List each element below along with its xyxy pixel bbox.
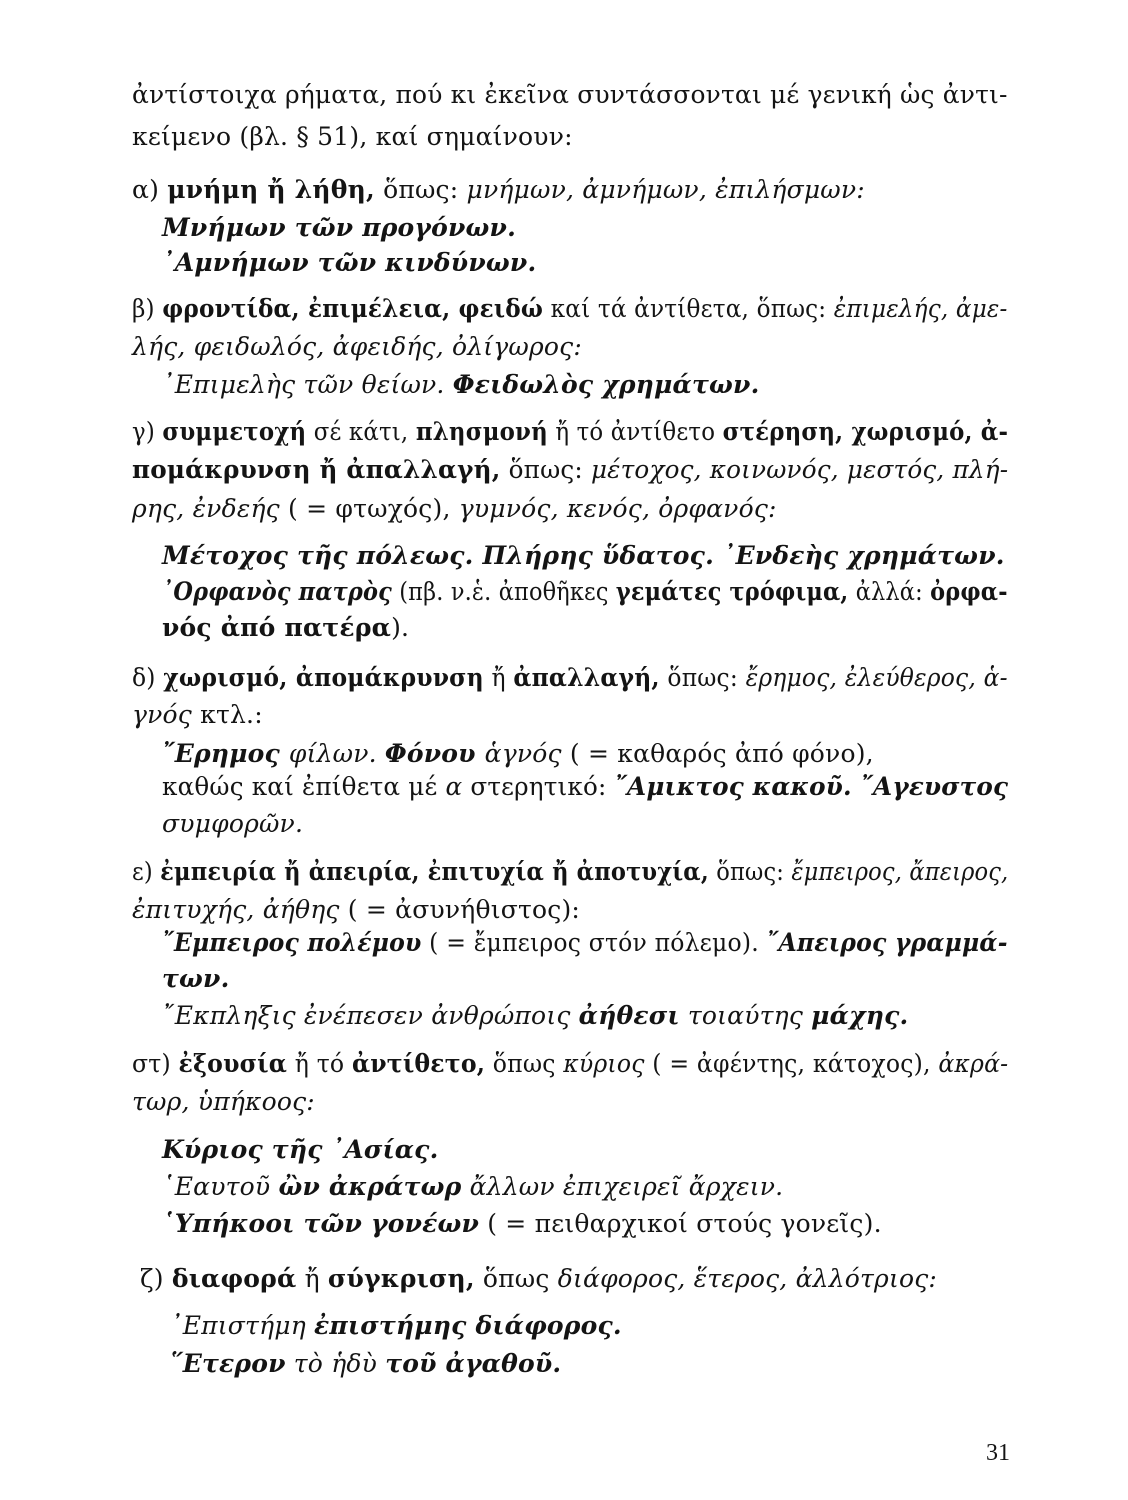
text-segment: κείμενο (βλ. § 51), καί σημαίνουν:: [132, 122, 573, 151]
text-segment: ὢν ἀκράτωρ: [278, 1172, 462, 1201]
example-line: [162, 1133, 439, 1167]
text-segment: ( = φτωχός),: [279, 494, 459, 523]
text-segment: ᾿Επιστήμη: [170, 1311, 315, 1340]
example-line: [162, 211, 516, 245]
text-segment: καθώς καί ἐπίθετα μέ: [162, 772, 446, 801]
text-line: [132, 893, 580, 927]
text-segment: ( = καθαρός ἀπό φόνο),: [561, 739, 874, 768]
text-segment: μνήμων, ἀμνήμων, ἐπιλήσμων:: [466, 175, 865, 204]
text-segment: γ): [132, 417, 163, 446]
text-segment: ἀντίθετο,: [351, 1049, 486, 1078]
text-segment: ἐπιμελής, ἀμε-: [833, 294, 1008, 323]
text-segment: ἁγνός: [484, 739, 562, 768]
text-segment: ἤ: [296, 1264, 328, 1293]
item-st-heading: [132, 1047, 1008, 1081]
example-line: [170, 1309, 622, 1343]
text-segment: ῎Αμικτος κακοῦ. ῎Αγευστος: [614, 772, 1009, 801]
item-beta-heading: [132, 292, 1008, 326]
text-line: [132, 698, 263, 732]
text-segment: τωρ, ὑπήκοος:: [132, 1087, 315, 1116]
text-segment: ὅπως:: [500, 455, 591, 484]
example-line: [162, 611, 409, 645]
text-segment: Φόνου: [384, 739, 485, 768]
text-segment: κτλ.:: [192, 700, 263, 729]
text-segment: καί τά ἀντίθετα, ὅπως:: [543, 294, 834, 323]
text-segment: ῎Ερημος: [162, 739, 289, 768]
text-segment: των.: [162, 964, 230, 993]
text-segment: ῎Απειρος γραμμά-: [766, 928, 1008, 957]
item-alpha-heading: [132, 173, 865, 207]
text-segment: διαφορά: [171, 1264, 297, 1293]
text-segment: Φειδωλὸς χρημάτων.: [452, 370, 760, 399]
item-zeta-heading: [140, 1262, 937, 1296]
text-segment: ( = πειθαρχικοί στούς γονεῖς).: [479, 1209, 882, 1238]
item-delta-heading: [132, 661, 1008, 695]
text-segment: ῎Εκπληξις ἐνέπεσεν ἀνθρώποις: [162, 1001, 579, 1030]
text-segment: ἐπιστήμης διάφορος.: [314, 1311, 622, 1340]
text-segment: λής, φειδωλός, ἀφειδής, ὀλίγωρος:: [132, 332, 582, 361]
text-segment: ὅπως: [485, 1049, 564, 1078]
example-line: [162, 926, 1008, 960]
text-segment: ἀλλά:: [848, 577, 931, 606]
text-segment: κύριος: [563, 1049, 645, 1078]
text-segment: Μνήμων τῶν προγόνων.: [162, 213, 516, 242]
text-segment: ἐμπειρία ἤ ἀπειρία, ἐπιτυχία ἤ ἀποτυχία,: [160, 857, 709, 886]
text-segment: ἐξουσία: [178, 1049, 288, 1078]
text-segment: στερητικό:: [462, 772, 615, 801]
text-segment: ὅπως:: [708, 857, 792, 886]
text-segment: ῾Εαυτοῦ: [162, 1172, 279, 1201]
text-segment: ἀντίστοιχα ρήματα, πού κι ἐκεῖνα συντάσσονται μέ γενική ὡς ἀντι-: [132, 80, 1008, 109]
text-segment: β): [132, 294, 163, 323]
text-segment: ( = ἀφέντης, κάτοχος),: [644, 1049, 939, 1078]
text-segment: ὀρφα-: [930, 577, 1008, 606]
text-segment: ὅπως: [474, 1264, 558, 1293]
text-segment: ἐπιτυχής, ἀήθης: [132, 895, 340, 924]
text-segment: στ): [132, 1049, 179, 1078]
example-line: [162, 737, 874, 771]
example-line: [162, 539, 1005, 573]
text-line: [132, 453, 1008, 487]
text-segment: ἔρημος, ἐλεύθερος, ἁ-: [745, 663, 1008, 692]
text-line: [132, 1085, 315, 1119]
example-line: [162, 575, 1008, 609]
text-segment: ἄλλων ἐπιχειρεῖ ἄρχειν.: [461, 1172, 784, 1201]
text-segment: Μέτοχος τῆς πόλεως. Πλήρης ὕδατος. ᾿Ενδεὴς χρημάτων.: [162, 541, 1005, 570]
text-segment: α): [132, 175, 168, 204]
text-segment: ἤ τό ἀντίθετο: [547, 417, 723, 446]
example-line: [170, 1347, 561, 1381]
text-segment: ἔμπειρος, ἄπειρος,: [791, 857, 1009, 886]
text-segment: γεμάτες τρόφιμα,: [615, 577, 849, 606]
text-line: [132, 330, 582, 364]
text-segment: στέρηση, χωρισμό, ἀ-: [722, 417, 1009, 446]
text-segment: ᾿Ορφανὸς πατρὸς: [162, 577, 392, 606]
text-segment: Κύριος τῆς ᾿Ασίας.: [162, 1135, 439, 1164]
text-segment: γυμνός, κενός, ὀρφανός:: [458, 494, 777, 523]
text-segment: μέτοχος, κοινωνός, μεστός, πλή-: [590, 455, 1009, 484]
text-segment: ἀήθεσι: [578, 1001, 680, 1030]
example-line: [162, 962, 229, 996]
text-segment: ἀπαλλαγή,: [513, 663, 660, 692]
text-segment: ὅπως:: [659, 663, 746, 692]
text-segment: α: [445, 772, 463, 801]
text-segment: ( = ἔμπειρος στόν πόλεμο).: [421, 928, 767, 957]
text-segment: σύγκριση,: [327, 1264, 475, 1293]
text-segment: διάφορος, ἕτερος, ἀλλότριος:: [557, 1264, 938, 1293]
text-segment: ῎Εμπειρος πολέμου: [162, 928, 422, 957]
text-segment: συμφορῶν.: [162, 809, 304, 838]
text-segment: ( = ἀσυνήθιστος):: [339, 895, 581, 924]
text-line: [132, 492, 777, 526]
text-segment: ἀκρά-: [938, 1049, 1009, 1078]
text-segment: ).: [391, 613, 410, 642]
text-segment: (πβ. ν.ἑ. ἀποθῆκες: [391, 577, 616, 606]
text-segment: ῾Υπήκοοι τῶν γονέων: [162, 1209, 480, 1238]
text-line: [132, 78, 1008, 112]
text-segment: ᾿Αμνήμων τῶν κινδύνων.: [162, 248, 537, 277]
text-segment: χωρισμό, ἀπομάκρυνση: [163, 663, 484, 692]
text-segment: τοιαύτης: [679, 1001, 812, 1030]
text-segment: φροντίδα, ἐπιμέλεια, φειδώ: [162, 294, 544, 323]
text-segment: ρης, ἐνδεής: [132, 494, 280, 523]
text-segment: ὅπως:: [374, 175, 467, 204]
text-segment: σέ κάτι,: [306, 417, 416, 446]
example-line: [162, 770, 1008, 804]
text-segment: γνός: [132, 700, 192, 729]
text-segment: δ): [132, 663, 164, 692]
text-segment: νός ἀπό πατέρα: [162, 613, 392, 642]
text-segment: ἤ τό: [287, 1049, 352, 1078]
example-line: [162, 807, 303, 841]
text-segment: μάχης.: [811, 1001, 909, 1030]
text-line: [132, 120, 573, 154]
text-segment: ῞Ετερον: [170, 1349, 286, 1378]
text-segment: ε): [132, 857, 161, 886]
example-line: [162, 368, 759, 402]
text-segment: ᾿Επιμελὴς τῶν θείων.: [162, 370, 453, 399]
text-segment: ἤ: [483, 663, 514, 692]
item-gamma-heading: [132, 415, 1008, 449]
text-segment: ζ): [140, 1264, 172, 1293]
text-segment: τοῦ ἀγαθοῦ.: [385, 1349, 562, 1378]
example-line: [162, 999, 908, 1033]
text-segment: μνήμη ἤ λήθη,: [167, 175, 375, 204]
page-number: 31: [986, 1440, 1010, 1466]
text-segment: συμμετοχή: [162, 417, 307, 446]
text-segment: πομάκρυνση ἤ ἀπαλλαγή,: [132, 455, 501, 484]
example-line: [162, 1170, 783, 1204]
text-segment: τὸ ἡδὺ: [285, 1349, 386, 1378]
text-segment: φίλων.: [288, 739, 385, 768]
example-line: [162, 1207, 882, 1241]
text-segment: πλησμονή: [415, 417, 548, 446]
example-line: [162, 246, 536, 280]
item-epsilon-heading: [132, 855, 1008, 889]
